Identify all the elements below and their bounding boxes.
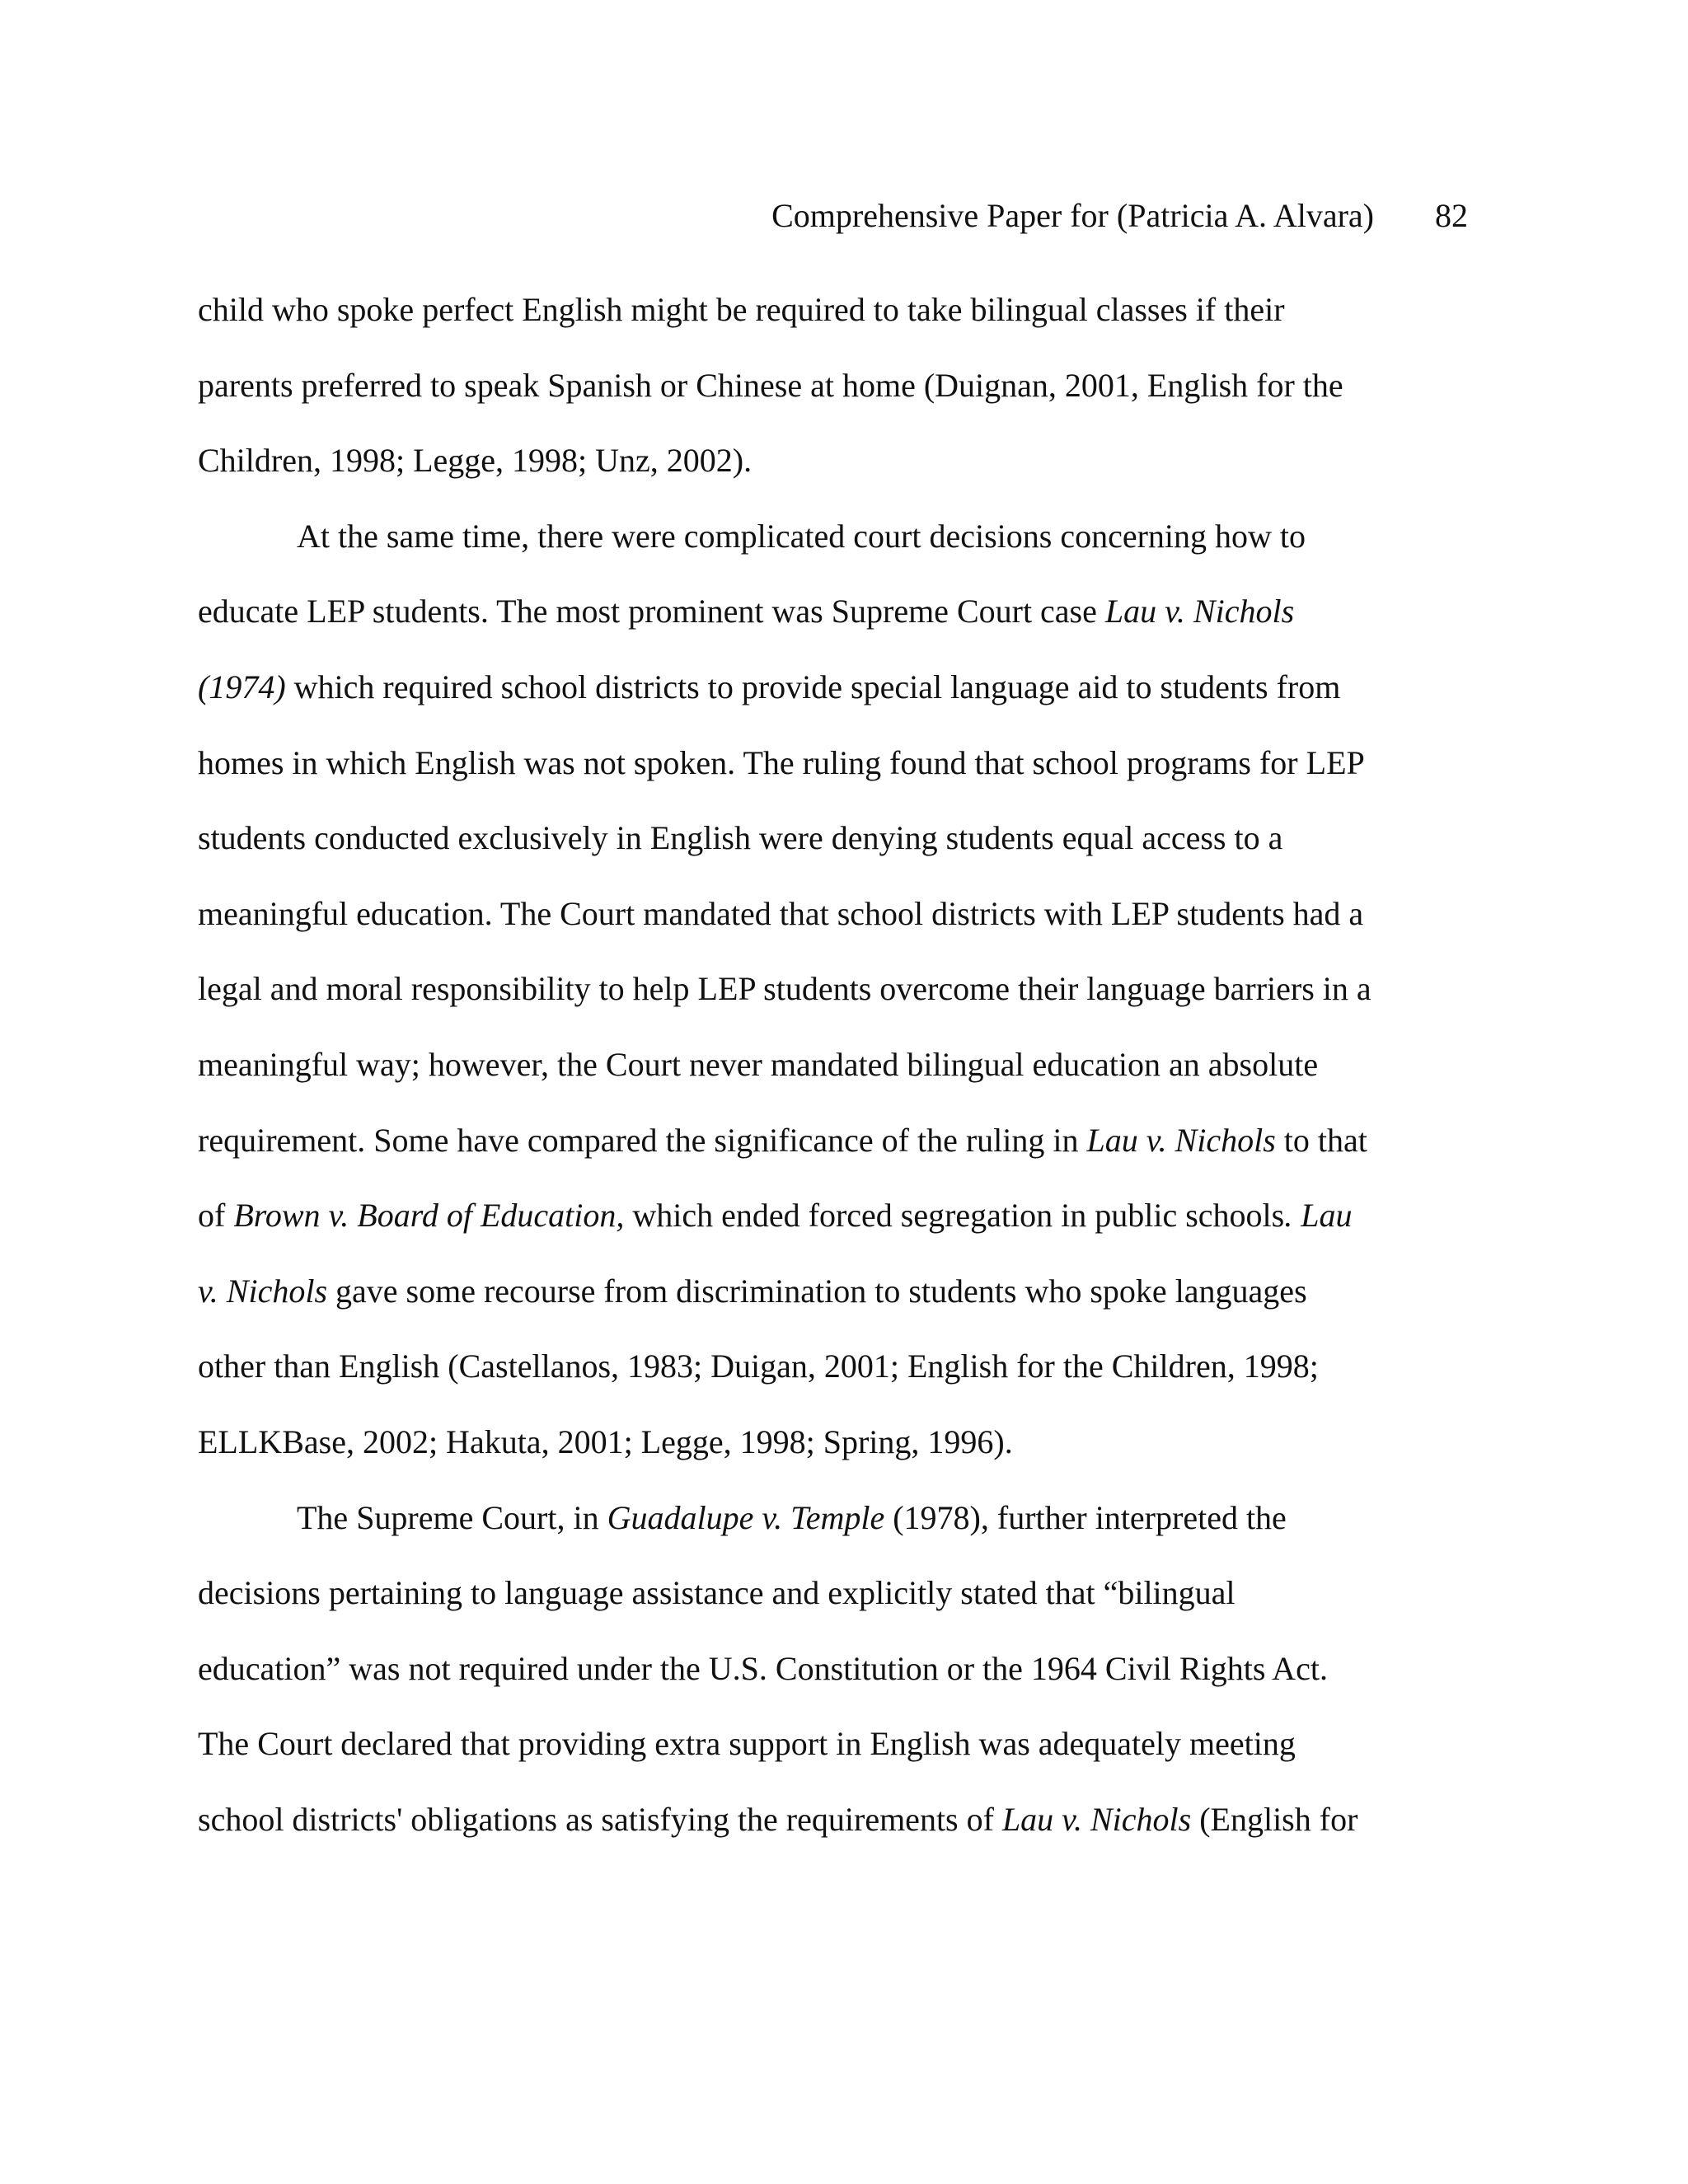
text-line: educate LEP students. The most prominent was Supreme Court case Lau v. Nichols — [198, 593, 1295, 630]
case-name: Brown v. Board of Education, — [233, 1197, 625, 1235]
text-line: other than English (Castellanos, 1983; Duigan, 2001; English for the Children, 1998; — [198, 1347, 1319, 1385]
text-line: (1974) which required school districts to provide special language aid to students from — [198, 668, 1341, 705]
case-name: Lau v. Nichols — [1086, 1121, 1276, 1159]
text-line: homes in which English was not spoken. The ruling found that school programs for LEP — [198, 743, 1365, 781]
running-head — [771, 196, 1468, 236]
text-line: meaningful way; however, the Court never mandated bilingual education an absolute — [198, 1045, 1319, 1083]
case-name: Guadalupe v. Temple — [607, 1498, 885, 1536]
case-name: Lau v. Nichols — [1104, 593, 1295, 630]
text-line: of Brown v. Board of Education, which ended forced segregation in public schools. Lau — [198, 1197, 1353, 1235]
text-line: requirement. Some have compared the significance of the ruling in Lau v. Nichols to that — [198, 1121, 1367, 1159]
case-name: v. Nichols — [198, 1272, 328, 1310]
case-name: Lau v. Nichols — [1001, 1800, 1192, 1838]
text-line: child who spoke perfect English might be required to take bilingual classes if their — [198, 291, 1285, 328]
case-name: . Lau — [1284, 1197, 1353, 1235]
text-line: meaningful education. The Court mandated that school districts with LEP students had a — [198, 894, 1364, 932]
body-text — [198, 290, 1385, 1875]
text-line: decisions pertaining to language assistance and explicitly stated that “bilingual — [198, 1574, 1236, 1612]
text-line: students conducted exclusively in English were denying students equal access to a — [198, 819, 1283, 857]
case-year: (1974) — [198, 668, 286, 705]
text-line: Children, 1998; Legge, 1998; Unz, 2002). — [198, 442, 753, 480]
text-line: education” was not required under the U.S. Constitution or the 1964 Civil Rights Act. — [198, 1649, 1328, 1687]
paragraph-first-line: At the same time, there were complicated court decisions concerning how to — [297, 517, 1306, 555]
text-line: v. Nichols gave some recourse from discrimination to students who spoke languages — [198, 1272, 1307, 1310]
text-line: parents preferred to speak Spanish or Chinese at home (Duignan, 2001, English for the — [198, 366, 1343, 404]
page-number: 82 — [1435, 197, 1468, 234]
text-line: legal and moral responsibility to help LEP students overcome their language barriers in a — [198, 970, 1372, 1008]
paragraph-first-line: The Supreme Court, in Guadalupe v. Temple (1978), further interpreted the — [297, 1498, 1287, 1536]
text-line: The Court declared that providing extra support in English was adequately meeting — [198, 1725, 1296, 1763]
running-head-title: Comprehensive Paper for (Patricia A. Alvara) — [771, 197, 1374, 234]
text-line: school districts' obligations as satisfying the requirements of Lau v. Nichols (English for — [198, 1800, 1358, 1838]
text-line: ELLKBase, 2002; Hakuta, 2001; Legge, 1998; Spring, 1996). — [198, 1422, 1013, 1460]
